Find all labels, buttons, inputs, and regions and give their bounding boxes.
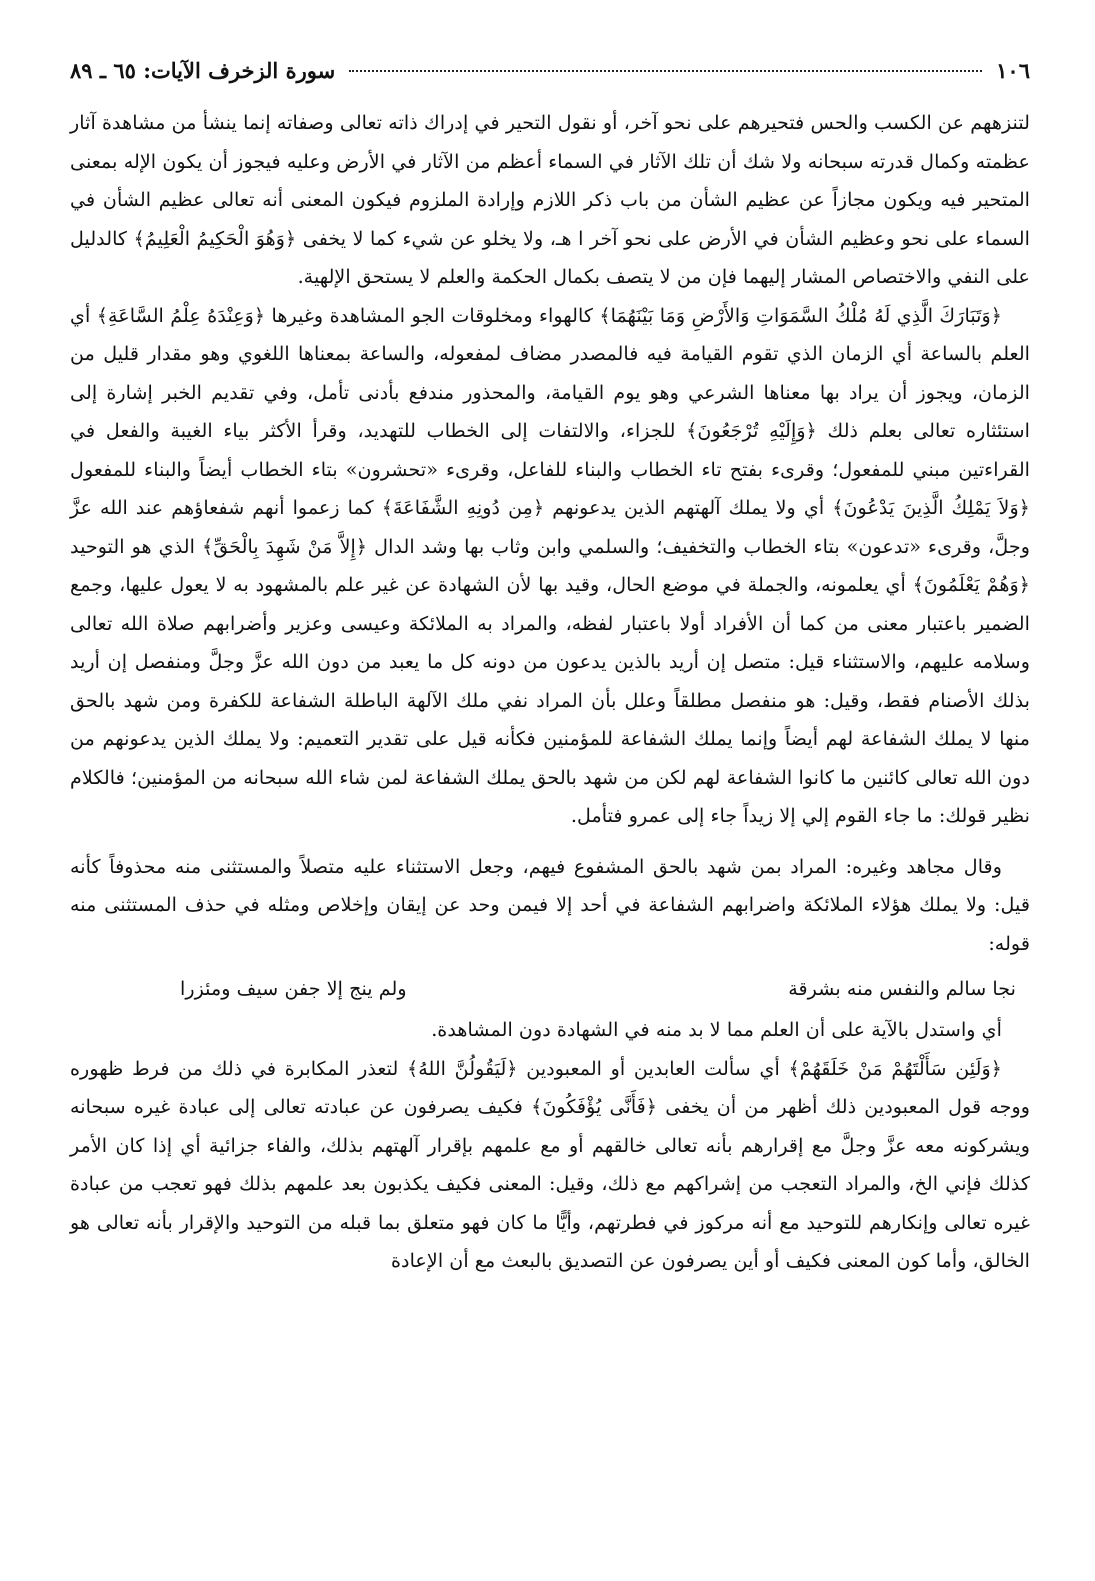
page-number: ١٠٦ [996, 58, 1030, 83]
paragraph-3: وقال مجاهد وغيره: المراد بمن شهد بالحق المشفوع فيهم، وجعل الاستثناء عليه متصلاً والمستثنى منه محذوفاً كأنه قيل: ولا يملك هؤلاء الملائكة واضرابهم الشفاعة في أحد إلا فيمن وحد عن إيقان وإخلاص ومثله في حذف المستثنى منه قوله: [70, 854, 1030, 955]
paragraph-1: لتنزههم عن الكسب والحس فتحيرهم على نحو آخر، أو نقول التحير في إدراك ذاته تعالى وصفاته إنما ينشأ من مشاهدة آثار عظمته وكمال قدرته سبحانه ولا شك أن تلك الآثار في السماء أعظم من الآثار في الأرض وعليه فيجوز أن يكون الإله بمعنى المتحير فيه ويكون مجازاً عن عظيم الشأن من باب ذكر اللازم وإرادة الملزوم فيكون المعنى أنه تعالى عظيم الشأن في السماء على نحو وعظيم الشأن في الأرض على نحو آخر ا هـ، ولا يخلو عن شيء كما لا يخفى ﴿وَهُوَ الْحَكِيمُ الْعَلِيمُ﴾ كالدليل على النفي والاختصاص المشار إليهما فإن من لا يتصف بكمال الحكمة والعلم لا يستحق الإلهية. [70, 111, 1030, 288]
poetry-verse [70, 967, 1030, 1011]
verse-second-hemistich: ولم ينج إلا جفن سيف ومئزرا [180, 977, 407, 1000]
running-title: سورة الزخرف الآيات: ٦٥ ـ ٨٩ [70, 58, 336, 83]
header-leader-dots [349, 70, 982, 72]
body-text [70, 104, 1030, 1281]
page [70, 58, 1030, 1281]
paragraph-final: ﴿وَلَئِن سَأَلْتَهُمْ مَنْ خَلَقَهُمْ﴾ أي سألت العابدين أو المعبودين ﴿لَيَقُولُنَّ اللهُ﴾ لتعذر المكابرة في ذلك من فرط ظهوره ووجه قول المعبودين ذلك أظهر من أن يخفى ﴿فَأَنَّى يُؤْفَكُونَ﴾ فكيف يصرفون عن عبادته تعالى إلى عبادة غيره سبحانه ويشركونه معه عزَّ وجلَّ مع إقرارهم بأنه تعالى خالقهم أو مع علمهم بإقرار آلهتهم بذلك، والفاء جزائية أي إذا كان الأمر كذلك فإني الخ، والمراد التعجب من إشراكهم مع ذلك، وقيل: المعنى فكيف يكذبون بعد علمهم بذلك فهو تعجب من عبادة غيره تعالى وإنكارهم للتوحيد مع أنه مركوز في فطرتهم، وأيًّا ما كان فهو متعلق بما قبله من التوحيد والإقرار بأنه تعالى هو الخالق، وأما كون المعنى فكيف أو أين يصرفون عن التصديق بالبعث مع أن الإعادة [70, 1056, 1030, 1272]
page-header [70, 58, 1030, 98]
paragraph-after-verse: أي واستدل بالآية على أن العلم مما لا بد منه في الشهادة دون المشاهدة. [431, 1018, 1002, 1041]
paragraph-2: ﴿وَتَبَارَكَ الَّذِي لَهُ مُلْكُ السَّمَوَاتِ وَالأَرْضِ وَمَا بَيْنَهُمَا﴾ كالهواء ومخلوقات الجو المشاهدة وغيرها ﴿وَعِنْدَهُ عِلْمُ السَّاعَةِ﴾ أي العلم بالساعة أي الزمان الذي تقوم القيامة فيه فالمصدر مضاف لمفعوله، والساعة بمعناها اللغوي وهو مقدار قليل من الزمان، ويجوز أن يراد بها معناها الشرعي وهو يوم القيامة، والمحذور مندفع بأدنى تأمل، وفي تقديم الخبر إشارة إلى استئثاره تعالى بعلم ذلك ﴿وَإِلَيْهِ تُرْجَعُونَ﴾ للجزاء، والالتفات إلى الخطاب للتهديد، وقرأ الأكثر بياء الغيبة والفعل في القراءتين مبني للمفعول؛ وقرىء بفتح تاء الخطاب والبناء للفاعل، وقرىء «تحشرون» بتاء الخطاب أيضاً والبناء للمفعول ﴿وَلاَ يَمْلِكُ الَّذِينَ يَدْعُونَ﴾ أي ولا يملك آلهتهم الذين يدعونهم ﴿مِن دُونِهِ الشَّفَاعَةَ﴾ كما زعموا أنهم شفعاؤهم عند الله عزَّ وجلَّ، وقرىء «تدعون» بتاء الخطاب والتخفيف؛ والسلمي وابن وثاب بها وشد الدال ﴿إِلاَّ مَنْ شَهِدَ بِالْحَقِّ﴾ الذي هو التوحيد ﴿وَهُمْ يَعْلَمُونَ﴾ أي يعلمونه، والجملة في موضع الحال، وقيد بها لأن الشهادة عن غير علم بالمشهود به لا يعول عليها، وجمع الضمير باعتبار معنى من كما أن الأفراد أولا باعتبار لفظه، والمراد به الملائكة وعيسى وعزير وأضرابهم صلاة الله تعالى وسلامه عليهم، والاستثناء قيل: متصل إن أريد بالذين يدعون من دونه كل ما يعبد من دون الله عزَّ وجلَّ ومنفصل إن أريد بذلك الأصنام فقط، وقيل: هو منفصل مطلقاً وعلل بأن المراد نفي ملك الآلهة الباطلة الشفاعة للكفرة ومن شهد بالحق منها لا يملك الشفاعة لهم أيضاً وإنما يملك الشفاعة للمؤمنين فكأنه قيل على تقدير التعميم: ولا يملك الذين يدعونهم من دون الله تعالى كائنين ما كانوا الشفاعة لهم لكن من شهد بالحق يملك الشفاعة لمن شاء الله سبحانه من المؤمنين؛ فالكلام نظير قولك: ما جاء القوم إلي إلا زيداً جاء إلى عمرو فتأمل. [70, 303, 1030, 827]
verse-first-hemistich: نجا سالم والنفس منه بشرقة [788, 977, 1016, 1000]
